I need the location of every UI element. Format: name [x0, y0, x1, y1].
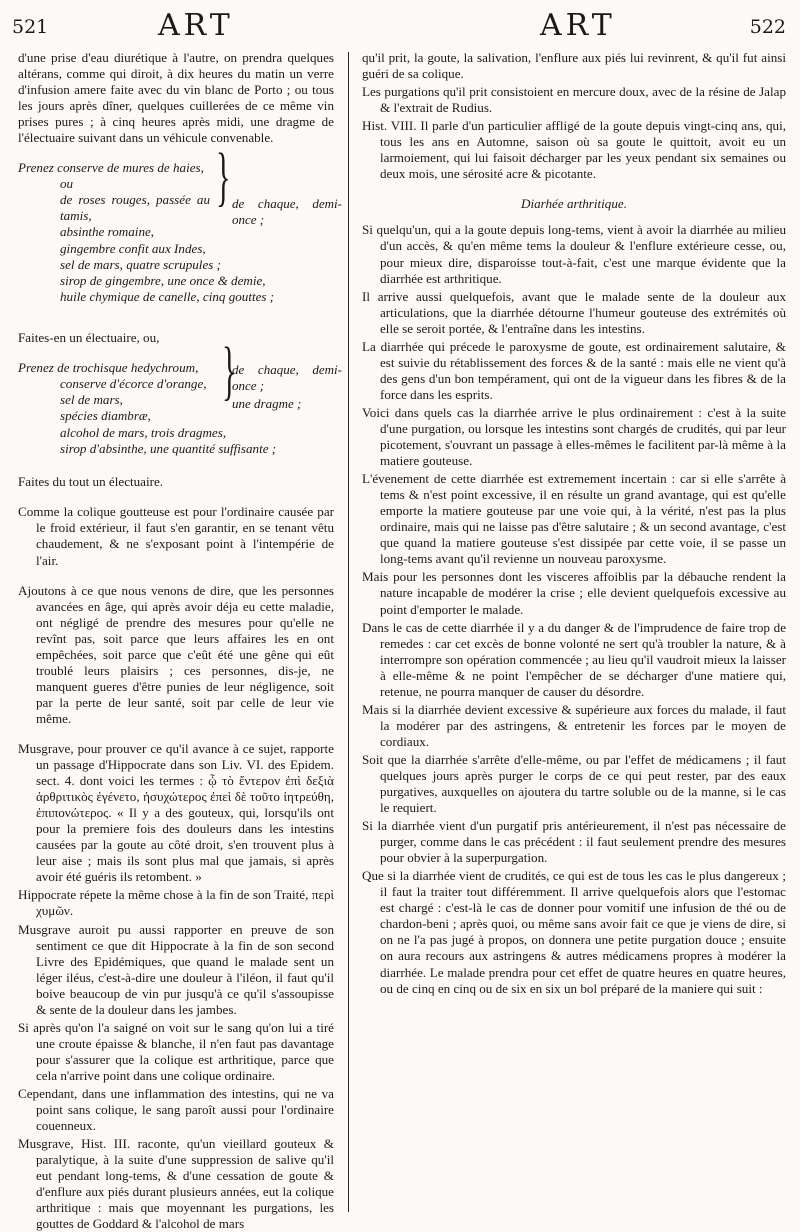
rx-line: huile chymique de canelle, cinq gouttes ;: [60, 288, 275, 304]
right-page-number: 522: [749, 16, 786, 38]
left-page-number: 521: [12, 16, 49, 38]
paragraph: Musgrave, pour prouver ce qu'il avance à ce sujet, rapporte un passage d'Hippocrate dans son Liv. VI. des Epidem. sect. 4. dont voici les termes : ᾧ τὸ ἔντερον ἐπὶ δεξιὰ ἀρθριτικὸς ἐγένετο, ἡσυχώτερος ἐπεὶ δὲ τοῦτο ἰητρεύθη, ἐπιπονώτερος. « Il y a des gouteux, qui, lorsqu'ils ont pour la premiere fois des douleurs dans les intestins causées par la goute au côté droit, s'en trouvent plus à leur aise ; mais ils sont plus mal que jamais, si après avoir été guéris ils retombent. »: [18, 740, 334, 885]
left-running-head: ART: [158, 8, 234, 43]
rx-line: absinthe romaine,: [60, 224, 155, 240]
rx-line: ou: [60, 176, 74, 192]
paragraph: Si la diarrhée vient d'un purgatif pris antérieurement, il n'est pas nécessaire de purger, comme dans le cas précédent : il faut seulement prendre des mesures pour obvier à la superpurgation.: [362, 818, 786, 866]
left-column: [18, 50, 342, 1232]
paragraph: La diarrhée qui précede le paroxysme de goute, est ordinairement salutaire, & est suivie du rétablissement des forces & de la santé : mais elle ne vient qu'à des gens d'un bon tempérament, qui ont de la vigueur dans les fibres & de la force dans les esprits.: [362, 338, 786, 402]
rx-note: une dragme ;: [232, 396, 302, 412]
rx-line: conserve d'écorce d'orange,: [60, 376, 207, 392]
rx-note: de chaque, demi-once ;: [232, 362, 342, 394]
instruction: Faites du tout un électuaire.: [18, 474, 164, 490]
paragraph: Mais si la diarrhée devient excessive & supérieure aux forces du malade, il faut la modérer par des astringens, & entretenir les forces par le moyen de cordiaux.: [362, 701, 786, 749]
paragraph: Si quelqu'un, qui a la goute depuis long-tems, vient à avoir la diarrhée au milieu d'un accès, & qu'en même tems la douleur & l'enflure extérieure cesse, ou, pour mieux dire, disparoisse tout-à-fait, c'est une marque évidente que la diarrhée est arthritique.: [362, 222, 786, 286]
rx-line: sel de mars, quatre scrupules ;: [60, 256, 221, 272]
paragraph: Si après qu'on l'a saigné on voit sur le sang qu'on lui a tiré une croute épaisse & blanche, il n'en faut pas davantage pour s'assurer que la colique est arthritique, parce que cela n'arrive point dans une colique ordinaire.: [18, 1019, 334, 1083]
paragraph: Comme la colique goutteuse est pour l'ordinaire causée par le froid extérieur, il faut s'en garantir, en se tenant vêtu chaudement, & ne s'exposant point à l'intempérie de l'air.: [18, 504, 334, 568]
instruction: Faites-en un électuaire, ou,: [18, 330, 160, 346]
paragraph: Les purgations qu'il prit consistoient en mercure doux, avec de la résine de Jalap & l'extrait de Rudius.: [362, 84, 786, 116]
paragraph: Dans le cas de cette diarrhée il y a du danger & de l'imprudence de faire trop de remedes : car cet excès de bonne volonté ne sert qu'à troubler la nature, & à interrompre son opération commencée ; au lieu qu'il vaudroit mieux la laisser à elle-même & ne point l'empêcher de se décharger d'une matiere qui, retenue, ne pourra manquer de causer du désordre.: [362, 619, 786, 699]
rx-line: sel de mars,: [60, 392, 123, 408]
paragraph: Mais pour les personnes dont les visceres affoiblis par la débauche rendent la nature incapable de modérer la crise ; elle devient quelquefois excessive au point d'emporter le malade.: [362, 569, 786, 617]
brace-glyph: }: [222, 334, 237, 408]
rx-note: de chaque, demi-once ;: [232, 196, 342, 228]
rx-line: alcohol de mars, trois dragmes,: [60, 424, 227, 440]
paragraph: Soit que la diarrhée s'arrête d'elle-même, ou par l'effet de médicamens ; il faut quelques jours après purger le corps de ce qui peut rester, par des eaux purgatives, auxquelles on ajoutera du tartre soluble ou de la manne, si le cas le requiert.: [362, 751, 786, 816]
rx-line: de roses rouges, passée au tamis,: [60, 192, 210, 224]
paragraph: Hippocrate répete la même chose à la fin de son Traité, περὶ χυμῶν.: [18, 887, 334, 919]
section-heading: Diarhée arthritique.: [521, 196, 627, 212]
rx-line: sirop de gingembre, une once & demie,: [60, 272, 266, 288]
rx-line: spécies diambræ,: [60, 408, 151, 424]
rx-line: sirop d'absinthe, une quantité suffisante ;: [60, 440, 277, 456]
paragraph: Hist. VIII. Il parle d'un particulier affligé de la goute depuis vingt-cinq ans, qui, tous les ans en Automne, saison où sa goute le quittoit, avoit eu un larmoiement, qui lui faisoit décharger par les yeux pendant six semaines ou deux mois, une sérosité acre & picotante.: [362, 118, 786, 182]
right-running-head: ART: [540, 8, 616, 43]
right-column: [362, 50, 786, 1215]
prescription-1: [18, 140, 342, 320]
paragraph: Cependant, dans une inflammation des intestins, qui ne va point sans colique, le sang paroît aussi pour l'ordinaire couenneux.: [18, 1085, 334, 1134]
paragraph: Ajoutons à ce que nous venons de dire, que les personnes avancées en âge, qui après avoir déja eu cette maladie, ont négligé de prendre des mesures pour qu'elle ne revînt pas, soit parce que leurs affaires les en ont empêchées, soit parce que c'eût été une gêne qui eût troublé leurs plaisirs ; ces personnes, dis-je, ne manquent gueres d'être punies de leur négligence, soit par la perte de leur santé, soit par celle de leur vie même.: [18, 582, 334, 726]
paragraph: Que si la diarrhée vient de crudités, ce qui est de tous les cas le plus dangereux ; il faut la traiter tout différemment. Il arrive quelquefois alors que l'estomac est chargé : c'est-là le cas de donner pour vomitif une infusion de thé ou de chardon-beni ; après quoi, ou même sans avoir fait ce que je viens de dire, si on ne l'a pas jugé à propos, on donnera une petite purgation douce ; ensuite on aura recours aux astringens & autres médicamens propres à modérer la diarrhée. Le malade prendra pour cet effet de quatre heures en quatre heures, ou de cinq en cinq ou de six en six un bol préparé de la maniere qui suit :: [362, 868, 786, 996]
rx-line: Prenez conserve de mures de haies,: [18, 160, 204, 176]
paragraph: Musgrave auroit pu aussi rapporter en preuve de son sentiment ce que dit Hippocrate à la fin de son second Livre des Epidémiques, que quand le malade sent un léger iléus, c'est-à-dire une douleur à l'iléon, il faut qu'il boive beaucoup de vin pur jusqu'à ce qu'il s'assoupisse & sente de la douleur dans les jambes.: [18, 921, 334, 1017]
paragraph: Voici dans quels cas la diarrhée arrive le plus ordinairement : c'est à la suite d'une purgation, ou lorsque les intestins sont chargés de crudités, qui par leur picotement, s'ouvrant un passage à elles-mêmes le facilitent par-là même à la matiere gouteuse.: [362, 404, 786, 469]
rx-line: Prenez de trochisque hedychroum,: [18, 360, 199, 376]
paragraph: d'une prise d'eau diurétique à l'autre, on prendra quelques altérans, comme qui diroit, à dix heures du matin un verre d'infusion amere faite avec du vin blanc de Porto ; ou tous les jours après dîner, quelques cuillerées de ce même vin prises pures ; à cinq heures après midi, une dragme de l'électuaire suivant dans un véhicule convenable.: [18, 50, 334, 146]
paragraph: Il arrive aussi quelquefois, avant que le malade sente de la douleur aux articulations, que la diarrhée détourne l'humeur gouteuse des extrémités où elle se seroit portée, & l'entraîne dans les intestins.: [362, 288, 786, 336]
brace-glyph: }: [216, 140, 231, 214]
paragraph: qu'il prit, la goute, la salivation, l'enflure aux piés lui revinrent, & qu'il fut ainsi guéri de sa colique.: [362, 50, 786, 82]
rx-line: gingembre confit aux Indes,: [60, 240, 206, 256]
page-header: [0, 6, 800, 46]
column-divider: [348, 52, 349, 1212]
paragraph: L'évenement de cette diarrhée est extremement incertain : car si elle s'arrête à tems & n'est point excessive, il en résulte un grand avantage, qui est qu'elle emporte la matiere gouteuse par une voie qui, à la vérité, n'est pas la plus ordinaire, mais qui ne laisse pas d'être salutaire ; & un second avantage, c'est que quand la matiere gouteuse s'est dissipée par cette voie, il se passe un long-tems avant qu'il revienne un nouveau paroxysme.: [362, 471, 786, 567]
paragraph: Musgrave, Hist. III. raconte, qu'un vieillard gouteux & paralytique, à la suite d'une suppression de salive qu'il eut pendant long-tems, & d'une cessation de goute & d'enflure aux piés durant plusieurs années, eut la colique arthritique : mais que moyennant les purgations, les gouttes de Goddard & l'alcohol de mars: [18, 1136, 334, 1232]
